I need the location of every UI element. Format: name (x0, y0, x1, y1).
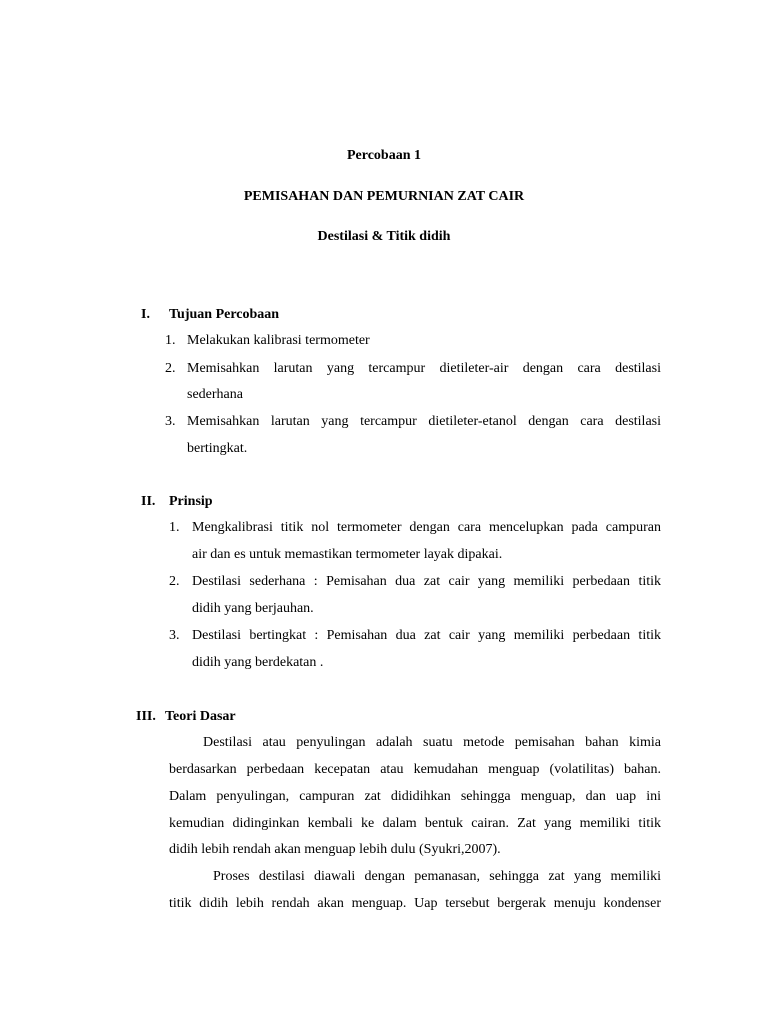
list-item-number: 1. (169, 520, 180, 535)
list-item-text: Destilasi sederhana : Pemisahan dua zat cair yang memiliki perbedaan titik (192, 574, 661, 589)
list-item-text-continued: didih yang berdekatan . (192, 655, 324, 670)
list-item-text-continued: air dan es untuk memastikan termometer layak dipakai. (192, 547, 503, 562)
list-item-number: 2. (169, 574, 180, 589)
section-numeral-2: II. (141, 494, 156, 509)
section-numeral-3: III. (136, 709, 156, 724)
list-item-number: 3. (169, 628, 180, 643)
list-item-text: Memisahkan larutan yang tercampur dietileter-air dengan cara destilasi (187, 361, 661, 376)
list-item-number: 3. (165, 414, 176, 429)
experiment-number: Percobaan 1 (346, 148, 421, 163)
section-numeral-1: I. (141, 307, 150, 322)
paragraph-line: berdasarkan perbedaan kecepatan atau kemudahan menguap (volatilitas) bahan. (169, 762, 661, 777)
section-heading-tujuan: Tujuan Percobaan (169, 307, 280, 322)
list-item-text-continued: bertingkat. (187, 441, 248, 456)
list-item-number: 1. (165, 333, 176, 348)
list-item-text: Melakukan kalibrasi termometer (187, 333, 370, 348)
paragraph-line: Proses destilasi diawali dengan pemanasan, sehingga zat yang memiliki (213, 869, 661, 884)
paragraph-line-last: didih lebih rendah akan menguap lebih dulu (Syukri,2007). (169, 842, 501, 857)
list-item-text-continued: didih yang berjauhan. (192, 601, 314, 616)
paragraph-line: titik didih lebih rendah akan menguap. Uap tersebut bergerak menuju kondenser (169, 896, 661, 911)
document-title: PEMISAHAN DAN PEMURNIAN ZAT CAIR (243, 189, 525, 204)
paragraph-line: Destilasi atau penyulingan adalah suatu metode pemisahan bahan kimia (203, 735, 661, 750)
section-heading-prinsip: Prinsip (169, 494, 213, 509)
list-item-number: 2. (165, 361, 176, 376)
paragraph-line: Dalam penyulingan, campuran zat dididihkan sehingga menguap, dan uap ini (169, 789, 661, 804)
paragraph-line: kemudian didinginkan kembali ke dalam bentuk cairan. Zat yang memiliki titik (169, 816, 661, 831)
list-item-text: Mengkalibrasi titik nol termometer dengan cara mencelupkan pada campuran (192, 520, 661, 535)
list-item-text: Memisahkan larutan yang tercampur dietileter-etanol dengan cara destilasi (187, 414, 661, 429)
document-subtitle: Destilasi & Titik didih (317, 229, 451, 244)
section-heading-teori-dasar: Teori Dasar (165, 709, 236, 724)
list-item-text: Destilasi bertingkat : Pemisahan dua zat cair yang memiliki perbedaan titik (192, 628, 661, 643)
list-item-text-continued: sederhana (187, 387, 243, 402)
